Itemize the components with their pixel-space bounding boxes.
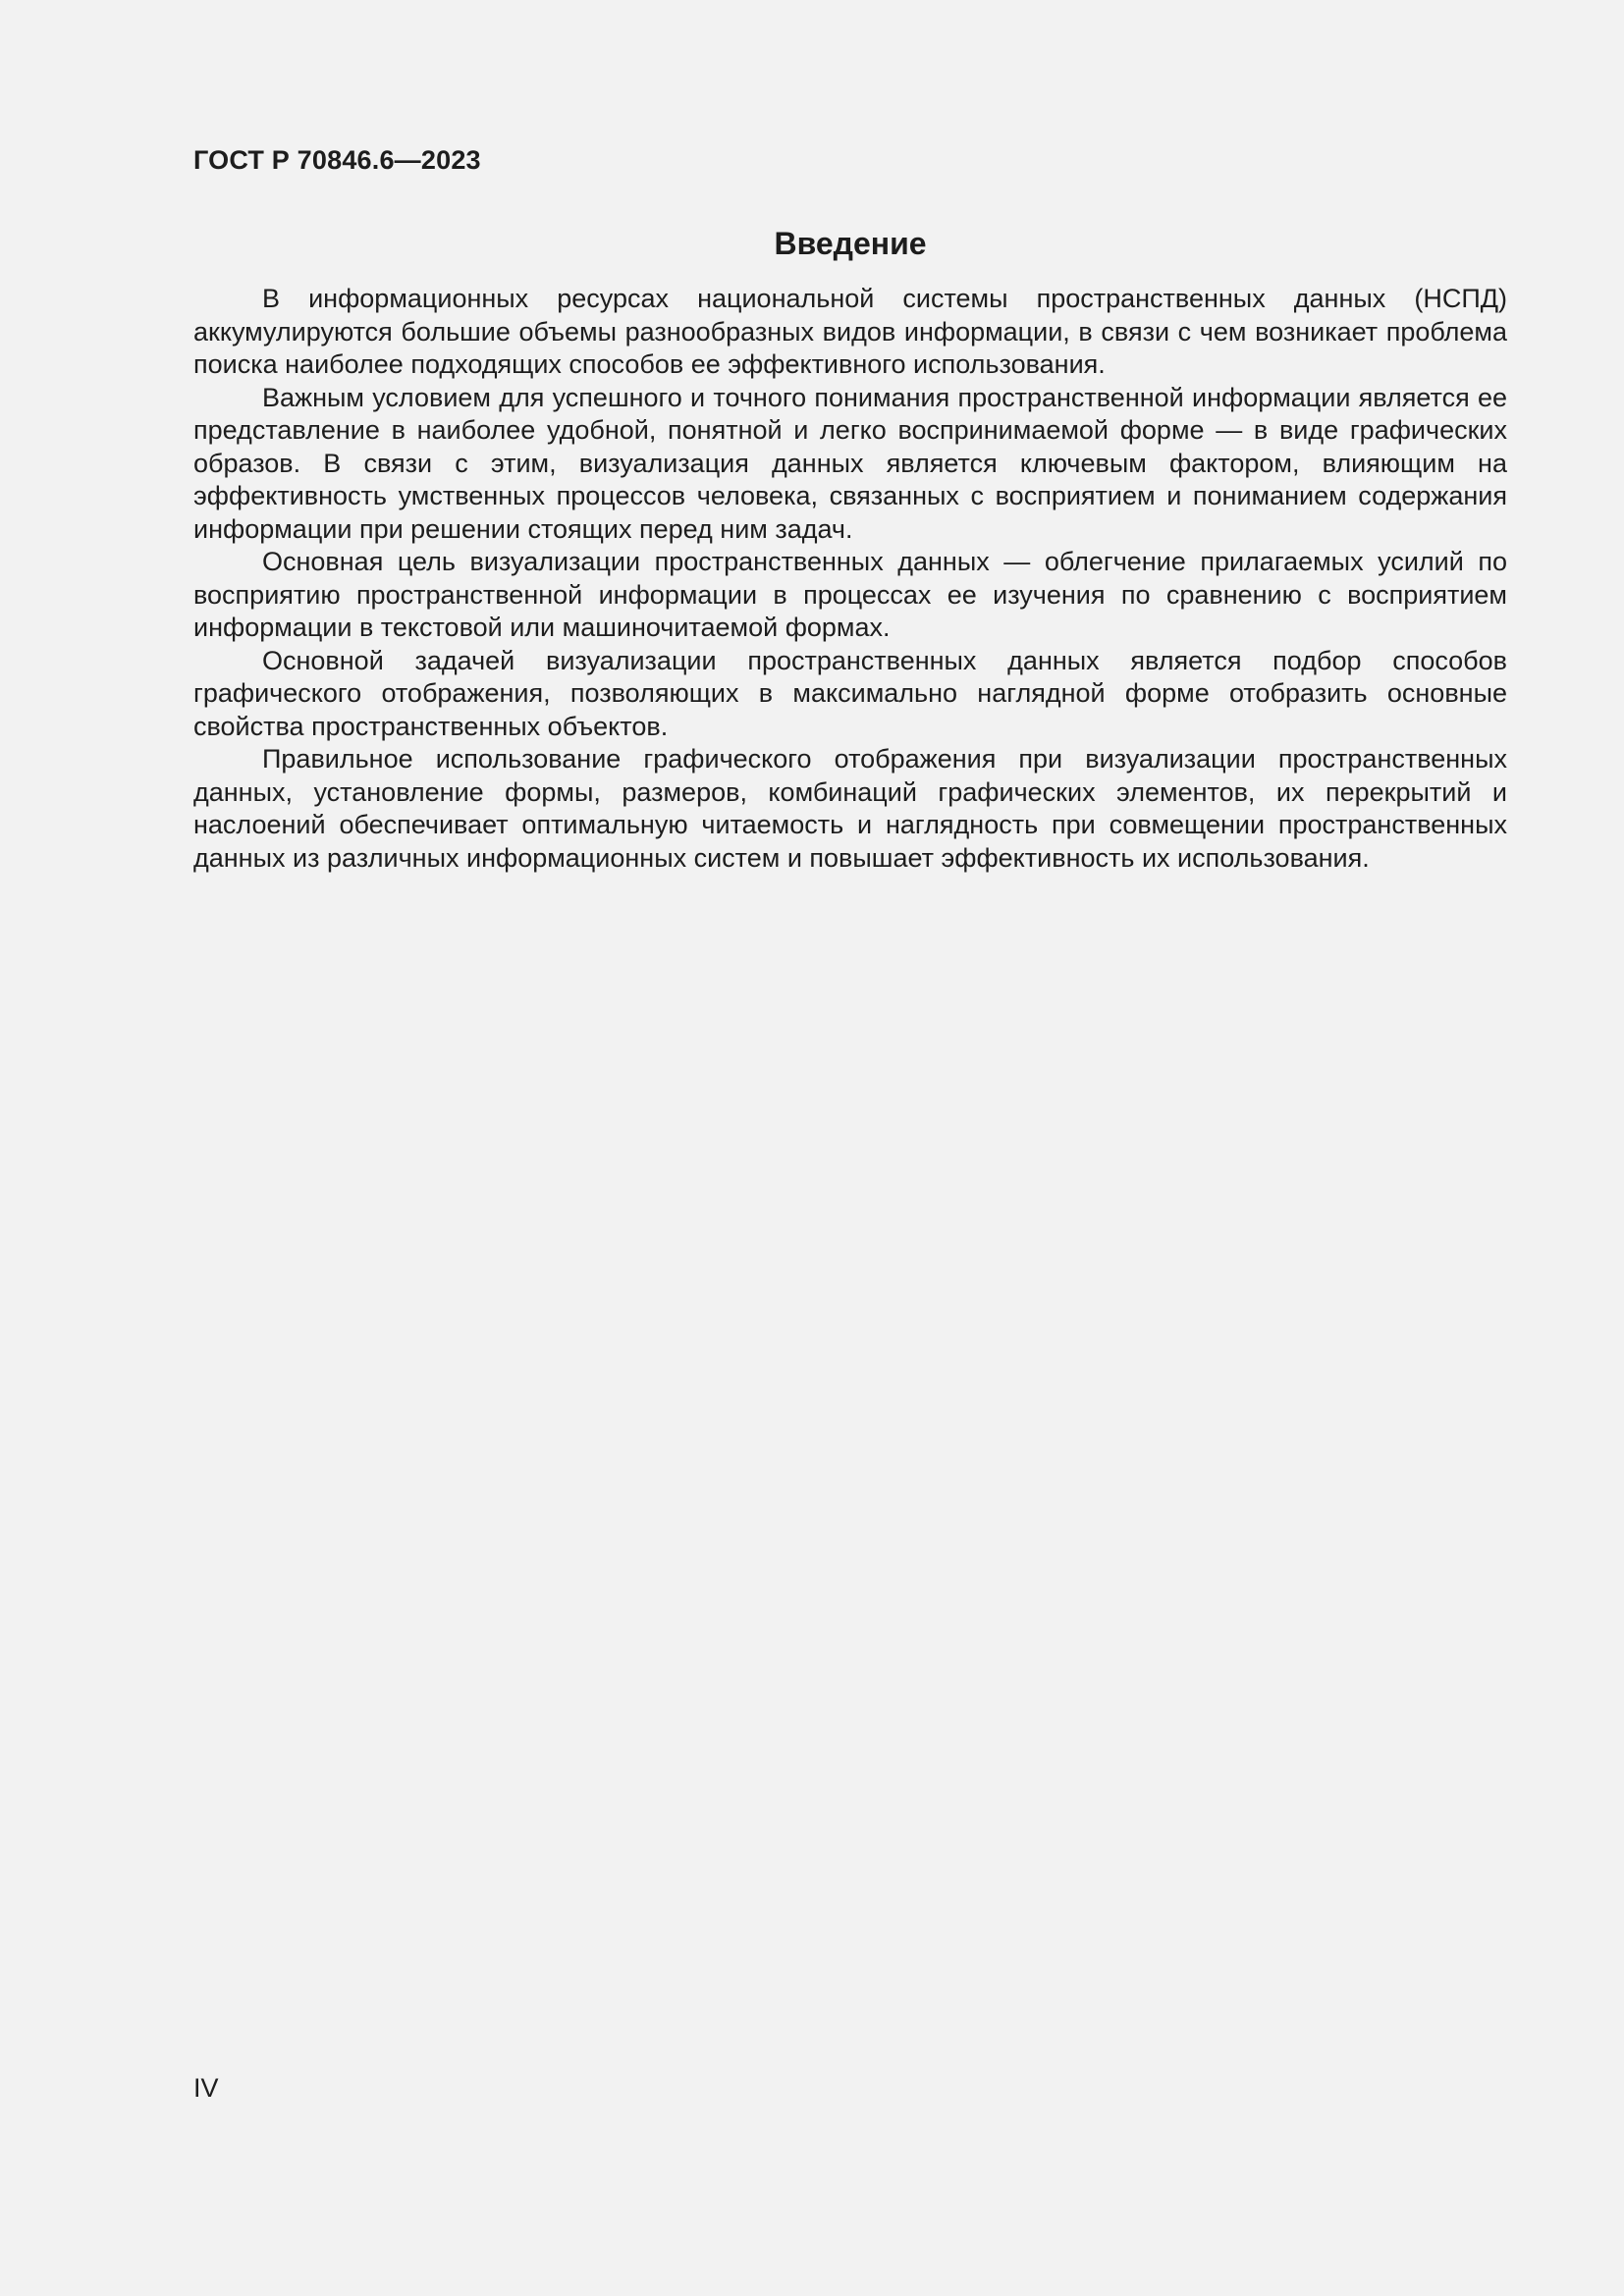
introduction-section (193, 224, 1507, 875)
paragraph-4: Основной задачей визуализации пространственных данных является подбор способов графического отображения, позволяющих в максимально наглядной форме отобразить основные свойства пространственных объектов. (193, 645, 1507, 741)
section-title: Введение (774, 226, 927, 261)
paragraph-1: В информационных ресурсах национальной системы пространственных данных (НСПД) аккумулируются большие объемы разнообразных видов информации, в связи с чем возникает проблема поиска наиболее подходящих способов ее эффективного использования. (193, 284, 1507, 379)
paragraph-2: Важным условием для успешного и точного понимания пространственной информации является ее представление в наиболее удобной, понятной и легко воспринимаемой форме — в виде графических образов. В связи с этим, визуализация данных является ключевым фактором, влияющим на эффективность умственных процессов человека, связанных с восприятием и пониманием содержания информации при решении стоящих перед ним задач. (193, 382, 1507, 544)
page-number: IV (193, 2073, 219, 2103)
paragraph-3: Основная цель визуализации пространственных данных — облегчение прилагаемых усилий по восприятию пространственной информации в процессах ее изучения по сравнению с восприятием информации в текстовой или машиночитаемой формах. (193, 547, 1507, 642)
paragraph-5: Правильное использование графического отображения при визуализации пространственных данных, установление формы, размеров, комбинаций графических элементов, их перекрытий и наслоений обеспечивает оптимальную читаемость и наглядность при совмещении пространственных данных из различных информационных систем и повышает эффективность их использования. (193, 744, 1507, 873)
standard-code-header: ГОСТ Р 70846.6—2023 (193, 145, 481, 175)
